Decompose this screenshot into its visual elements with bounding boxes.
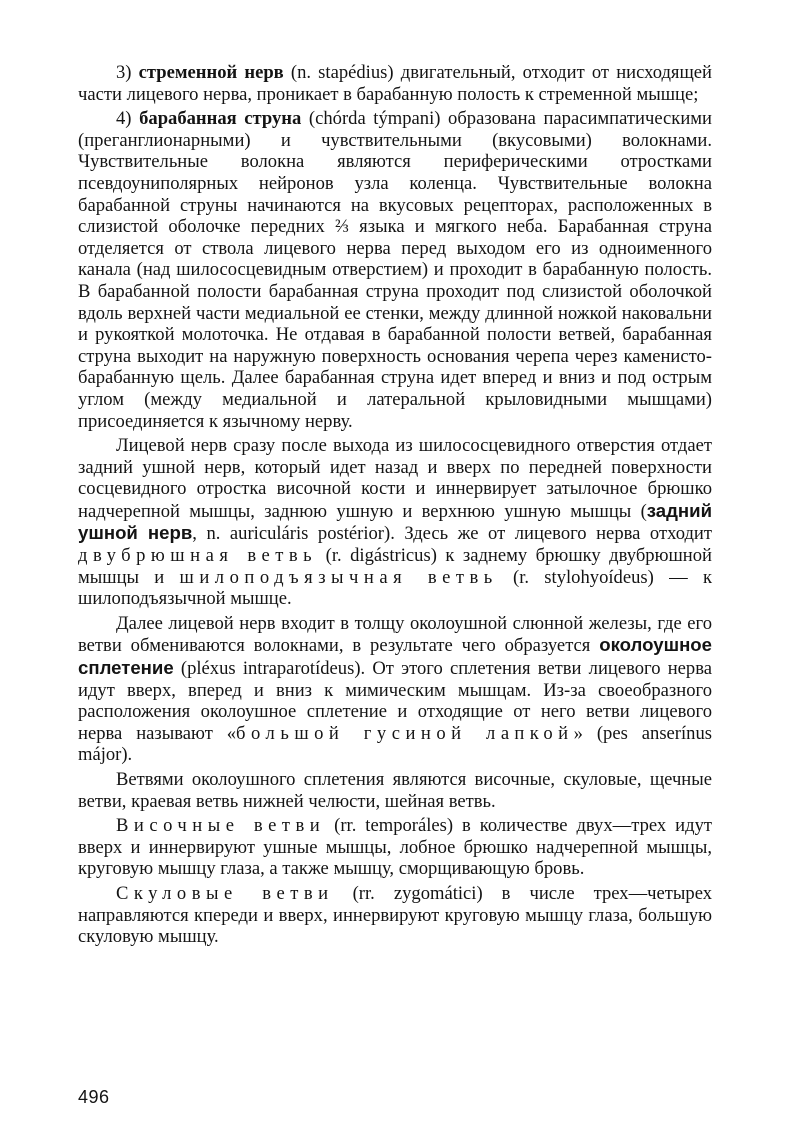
paragraph-text: , n. auriculáris postérior). Здесь же от лицевого нерва отходит bbox=[192, 523, 712, 545]
paragraph-text: (r. stylohyoídeus) — к шилоподъязычной мышце. bbox=[78, 566, 712, 610]
spaced-term-zygomatic-branches: Скуловые ветви bbox=[116, 882, 334, 904]
spaced-term-temporal-branches: Височные ветви bbox=[116, 815, 326, 837]
page-number: 496 bbox=[78, 1087, 110, 1107]
paragraph-stapedius-nerve bbox=[78, 62, 712, 105]
paragraph-plexus-branches bbox=[78, 769, 712, 812]
paragraph-chorda-tympani bbox=[78, 108, 712, 432]
item-number: 4) bbox=[116, 108, 140, 130]
term-posterior-auricular-nerve: задний ушной нерв bbox=[78, 499, 712, 544]
paragraph-text: (rr. zygomátici) в числе трех—четырех направляются кпереди и вверх, иннервируют круговую мышцу глаза, большую скуловую мышцу. bbox=[78, 882, 712, 948]
paragraph-text: (n. stapédius) двигательный, отходит от нисходящей части лицевого нерва, проникает в барабанную полость к стременной мышце; bbox=[78, 62, 713, 105]
term-stapedius-nerve: стременной нерв bbox=[138, 62, 284, 83]
paragraph-text: (rr. temporáles) в количестве двух—трех идут вверх и иннервируют ушные мышцы, лобное брюшко надчерепной мышцы, круговую мышцу глаза, а также мышцу, сморщивающую бровь. bbox=[78, 815, 712, 880]
spaced-term-digastric-branch: двубрюшная ветвь bbox=[78, 545, 318, 567]
paragraph-text: Далее лицевой нерв входит в толщу околоушной слюнной железы, где его ветви обмениваются волокнами, в результате чего образуется bbox=[78, 612, 712, 657]
paragraph-text: » (pes anserínus májor). bbox=[78, 722, 712, 766]
term-chorda-tympani: барабанная струна bbox=[139, 108, 302, 130]
item-number: 3) bbox=[116, 62, 139, 83]
paragraph-text: (pléxus intraparotídeus). От этого сплетения ветви лицевого нерва идут вверх, вперед и вниз к мимическим мышцам. Из-за своеобразного расположения околоушное сплетение и отходящие от него ветви лицевого нерва называют « bbox=[78, 658, 712, 744]
paragraph-text: Лицевой нерв сразу после выхода из шилососцевидного отверстия отдает задний ушной нерв, который идет назад и вверх по передней поверхности сосцевидного отростка височной кости и иннервирует затылочное брюшко надчерепной мышцы, заднюю ушную и верхнюю ушную мышцы ( bbox=[78, 435, 712, 522]
body-text bbox=[78, 62, 712, 951]
paragraph-posterior-auricular bbox=[78, 435, 712, 610]
paragraph-text: (chórda týmpani) образована парасимпатическими (преганглионарными) и чувствительными (вкусовыми) волокнами. Чувствительные волокна являются периферическими отростками псевдоуниполярных нейронов узла коленца. Чувствительные волокна барабанной струны начинаются на вкусовых рецепторах, расположенных в слизистой оболочке передних ⅔ языка и мягкого неба. Барабанная струна отделяется от ствола лицевого нерва перед выходом его из одноименного канала (над шилососцевидным отверстием) и проходит в барабанную полость. В барабанной полости барабанная струна проходит под слизистой оболочкой вдоль верхней части медиальной ее стенки, между длинной ножкой наковальни и рукояткой молоточка. Не отдавая в барабанной полости ветвей, барабанная струна выходит на наружную поверхность основания черепа через каменисто-барабанную щель. Далее барабанная струна идет вперед и вниз и под острым углом (между медиальной и латеральной крыловидными мышцами) присоединяется к язычному нерву. bbox=[78, 108, 712, 432]
paragraph-temporal-branches bbox=[78, 815, 712, 880]
paragraph-zygomatic-branches bbox=[78, 883, 712, 948]
paragraph-text: (r. digástricus) к заднему брюшку двубрюшной мышцы и bbox=[78, 545, 712, 588]
paragraph-parotid-plexus bbox=[78, 613, 712, 766]
spaced-term-pes-anserinus: большой гусиной лапкой bbox=[236, 722, 574, 744]
term-parotid-plexus: околоушное сплетение bbox=[78, 634, 712, 679]
spaced-term-stylohyoid-branch: шилоподъязычная ветвь bbox=[179, 566, 498, 588]
paragraph-text: Ветвями околоушного сплетения являются височные, скуловые, щечные ветви, краевая ветвь нижней челюсти, шейная ветвь. bbox=[78, 769, 712, 812]
